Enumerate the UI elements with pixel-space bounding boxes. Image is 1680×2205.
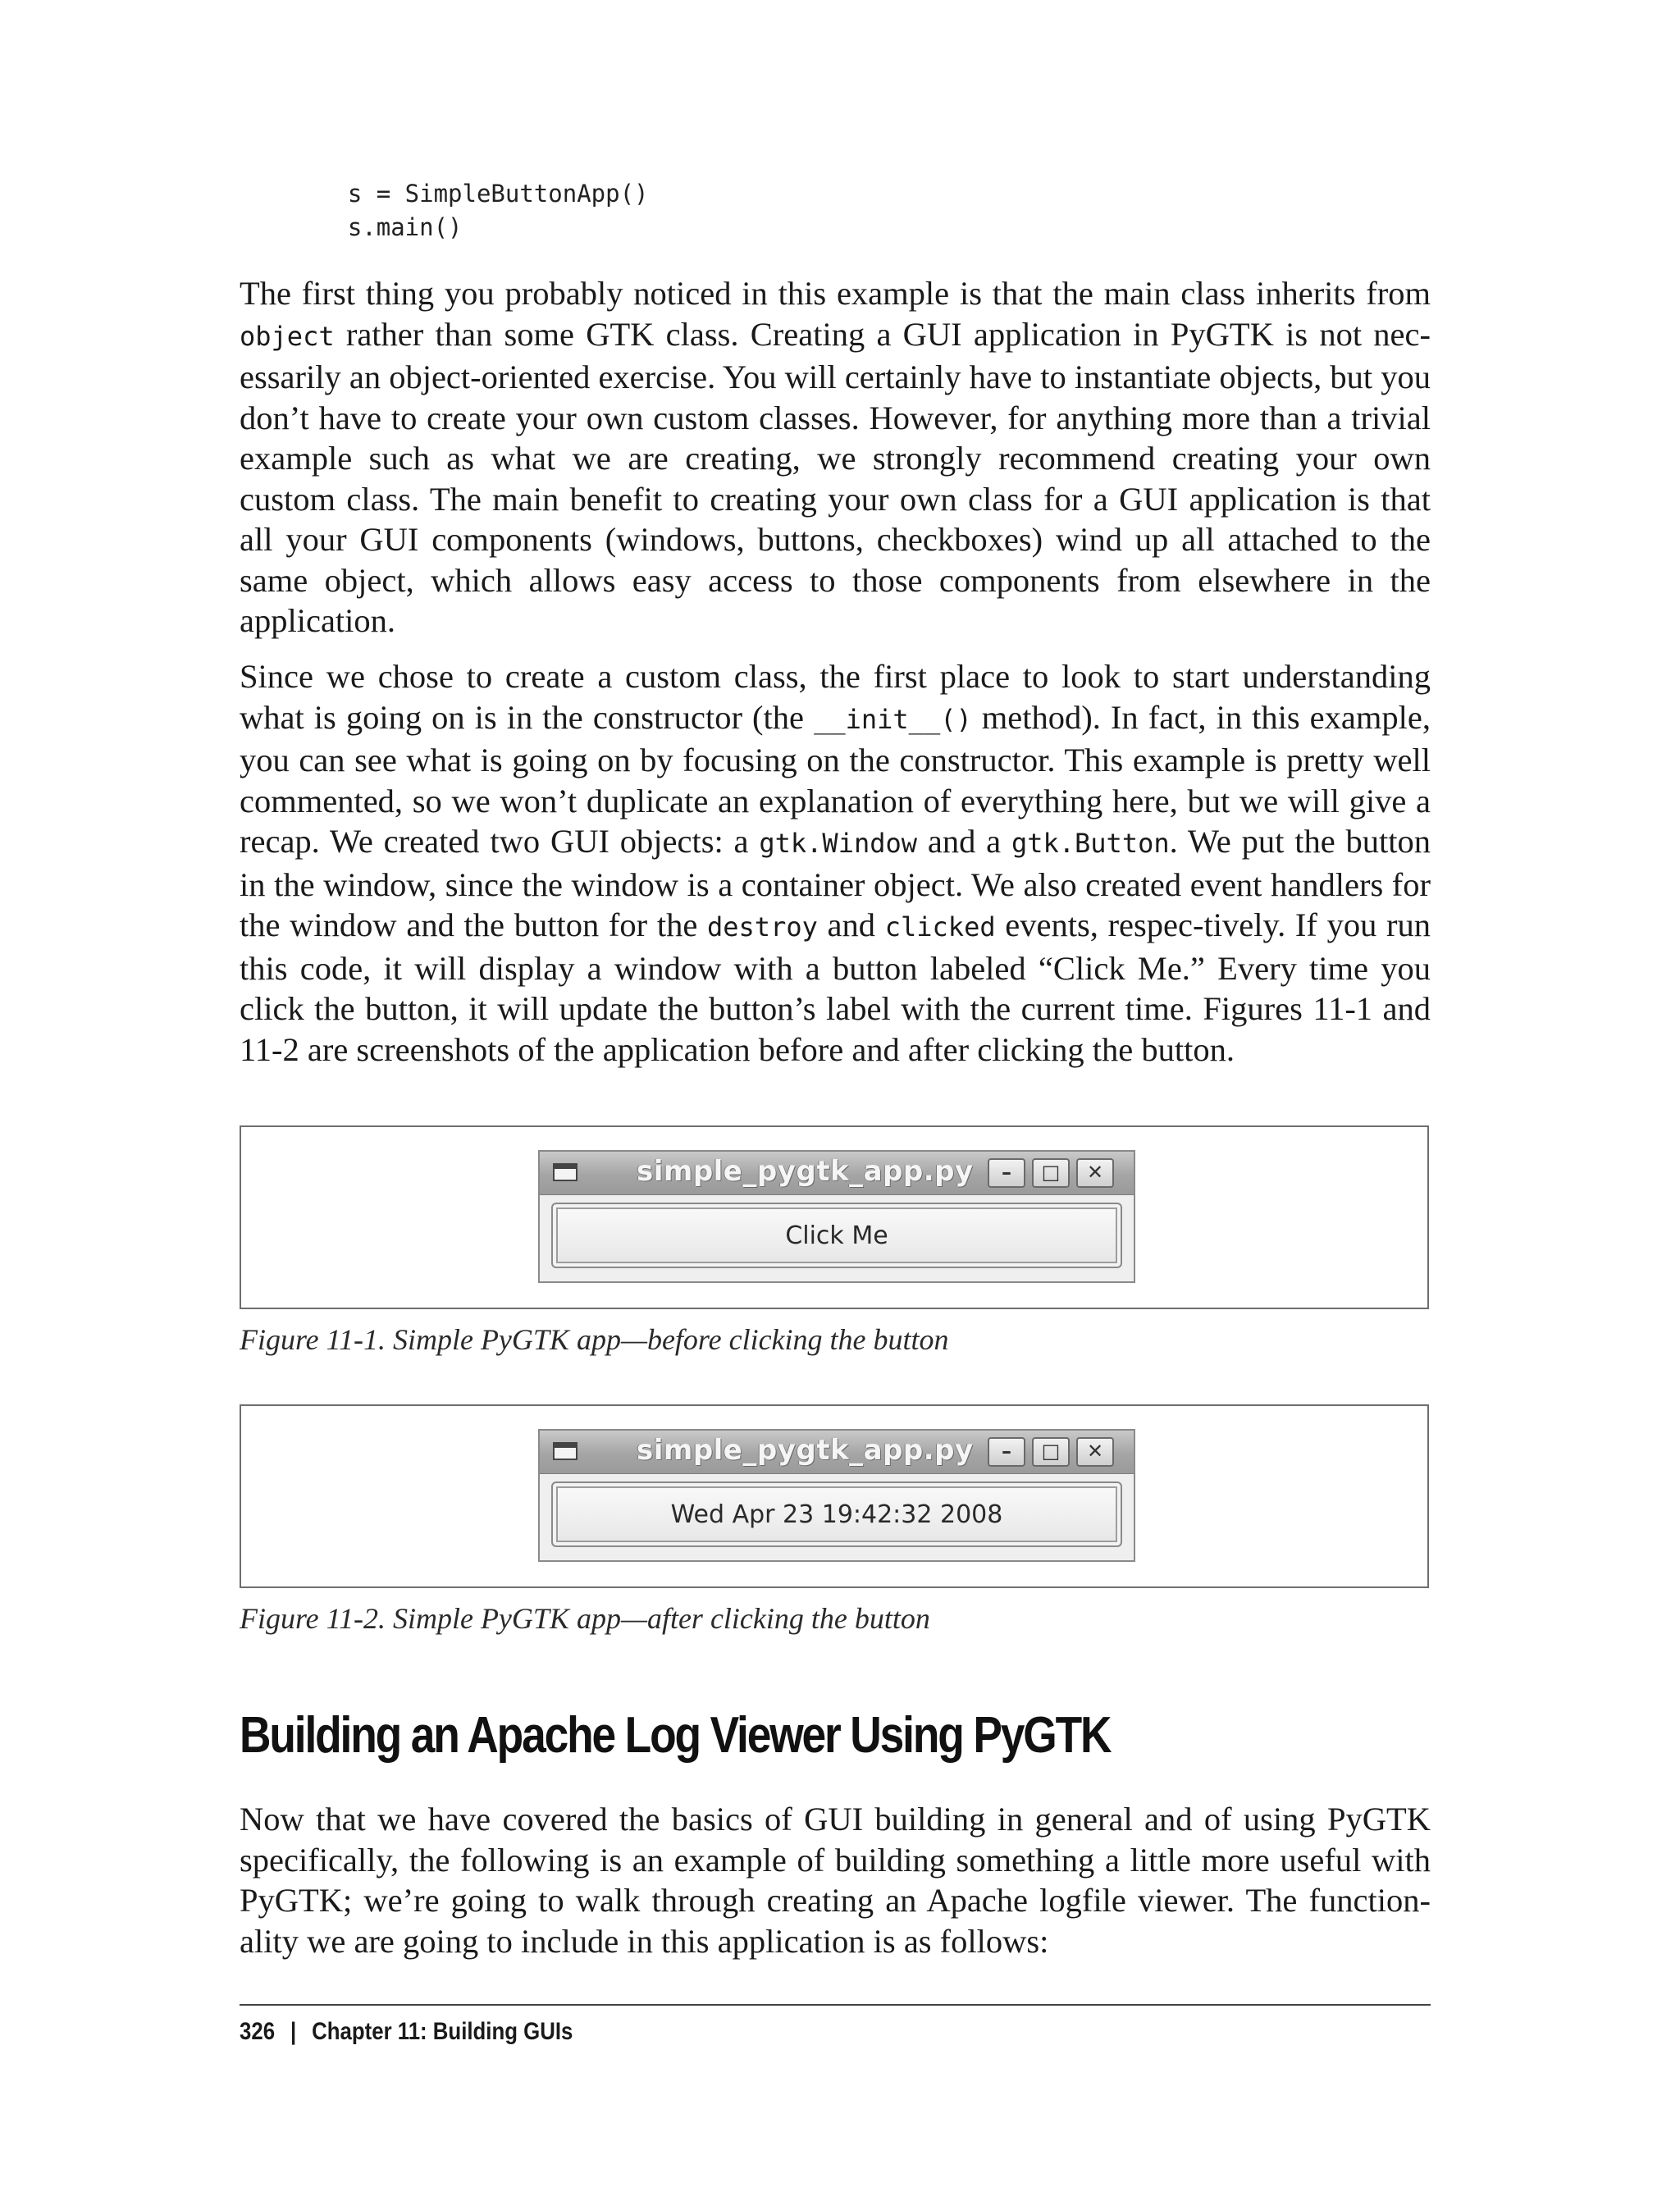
text-run: . We put the button in the window, since the window is a container object. We also created event handlers for the window and the button for the	[240, 823, 1431, 943]
inline-code: gtk.Window	[759, 828, 918, 859]
text-run: and	[817, 906, 885, 943]
close-icon[interactable]: ✕	[1076, 1437, 1114, 1467]
figure-caption: Figure 11-1. Simple PyGTK app—before clicking the button	[240, 1323, 949, 1356]
chapter-title: Chapter 11: Building GUIs	[312, 2018, 573, 2045]
window-app-icon	[553, 1163, 578, 1181]
text-run: and a	[917, 823, 1011, 860]
footer-separator: |	[290, 2018, 297, 2045]
inline-code: clicked	[884, 911, 996, 943]
window-app-icon	[553, 1442, 578, 1460]
code-snippet	[290, 177, 649, 244]
page-footer	[240, 2018, 573, 2046]
text-run: events, respec-tively. If you run this code, it will display a window with a button labeled “Click Me.” Every time you click the button, it will update the button’s label with the current time. Figures 11-1 and 11-2 are screenshots of the application before and after clicking the button.	[240, 906, 1431, 1068]
click-me-button[interactable]: Click Me	[551, 1203, 1122, 1268]
minimize-icon[interactable]: –	[988, 1158, 1025, 1188]
footer-rule	[240, 2004, 1431, 2006]
figure-11-1	[240, 1125, 1429, 1309]
text-run: rather than some GTK class. Creating a GUI application in PyGTK is not nec-essarily an object-oriented exercise. You will certainly have to instantiate objects, but you don’t have to create your own custom classes. However, for anything more than a trivial example such as what we are creating, we strongly recommend creating your own custom class. The main benefit to creating your own class for a GUI application is that all your GUI components (windows, buttons, checkboxes) wind up all attached to the same object, which allows easy access to those components from elsewhere in the application.	[240, 315, 1431, 639]
window-titlebar	[540, 1152, 1134, 1195]
inline-code: gtk.Button	[1011, 828, 1170, 859]
timestamp-button[interactable]: Wed Apr 23 19:42:32 2008	[551, 1481, 1122, 1547]
gtk-window-screenshot	[538, 1150, 1135, 1283]
minimize-icon[interactable]: –	[988, 1437, 1025, 1467]
inline-code: object	[240, 320, 335, 352]
code-line: s = SimpleButtonApp()	[290, 180, 649, 208]
gtk-window-screenshot	[538, 1429, 1135, 1562]
page-number: 326	[240, 2018, 276, 2045]
figure-11-2	[240, 1404, 1429, 1588]
text-run: The first thing you probably noticed in this example is that the main class inherits from	[240, 275, 1431, 312]
inline-code: destroy	[707, 911, 818, 943]
paragraph-constructor-recap	[240, 656, 1431, 1070]
window-title: simple_pygtk_app.py	[637, 1434, 974, 1467]
maximize-icon[interactable]: □	[1032, 1437, 1070, 1467]
paragraph-object-inheritance	[240, 273, 1431, 641]
figure-caption: Figure 11-2. Simple PyGTK app—after clicking the button	[240, 1602, 930, 1635]
code-line: s.main()	[290, 213, 463, 241]
close-icon[interactable]: ✕	[1076, 1158, 1114, 1188]
window-title: simple_pygtk_app.py	[637, 1155, 974, 1188]
text-run: Since we chose to create a custom class, the first place to look to start understanding what is going on is in the constructor (the	[240, 658, 1431, 736]
maximize-icon[interactable]: □	[1032, 1158, 1070, 1188]
window-titlebar	[540, 1431, 1134, 1474]
paragraph-log-viewer-intro: Now that we have covered the basics of GUI building in general and of using PyGTK specifically, the following is an example of building something a little more useful with PyGTK; we’re going to walk through creating an Apache logfile viewer. The function-ality we are going to include in this application is as follows:	[240, 1801, 1431, 1960]
inline-code: __init__()	[814, 703, 972, 735]
section-heading: Building an Apache Log Viewer Using PyGTK	[240, 1707, 1111, 1764]
text-run: method). In fact, in this example, you can see what is going on by focusing on the constructor. This example is pretty well commented, so we won’t duplicate an explanation of everything here, but we will give a recap. We created two GUI objects: a	[240, 698, 1431, 860]
